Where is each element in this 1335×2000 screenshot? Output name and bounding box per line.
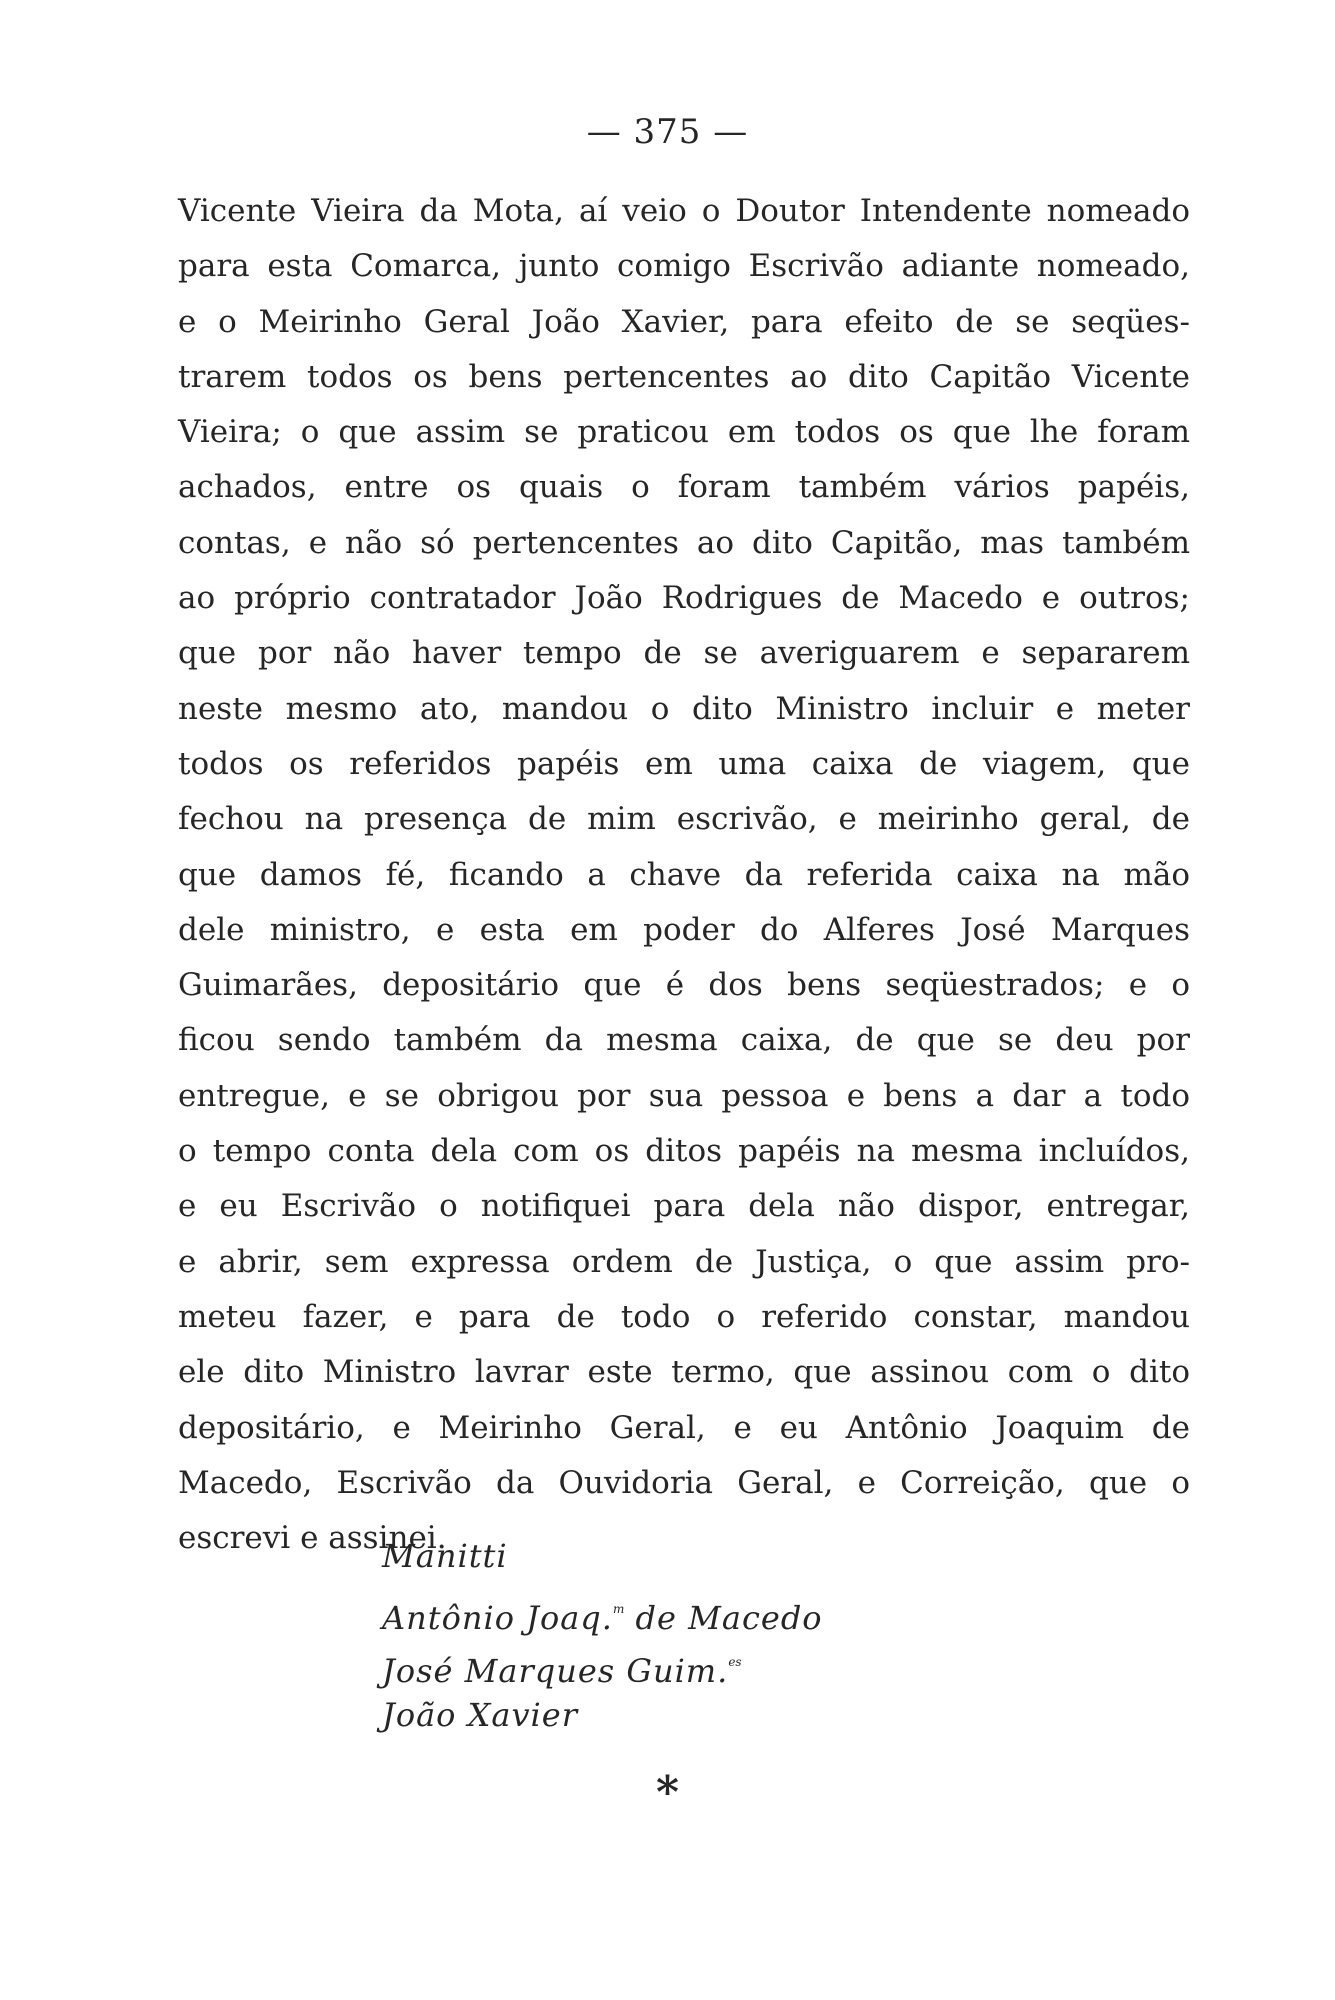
text-line: Macedo, Escrivão da Ouvidoria Geral, e Correição, que o bbox=[178, 1464, 1190, 1501]
signature-antonio-joaquim-main: Antônio Joaq. bbox=[382, 1599, 613, 1637]
text-line: Guimarães, depositário que é dos bens seqüestrados; e o bbox=[178, 967, 1190, 1004]
text-line: depositário, e Meirinho Geral, e eu Antônio Joaquim de bbox=[178, 1409, 1190, 1446]
text-line: ele dito Ministro lavrar este termo, que assinou com o dito bbox=[178, 1354, 1190, 1391]
signature-jose-marques-main: José Marques Guim. bbox=[382, 1652, 729, 1690]
text-line: entregue, e se obrigou por sua pessoa e bens a dar a todo bbox=[178, 1077, 1190, 1114]
signature-jose-marques bbox=[382, 1636, 1082, 1689]
text-line: dele ministro, e esta em poder do Alferes José Marques bbox=[178, 911, 1190, 948]
text-line: e eu Escrivão o notifiquei para dela não dispor, entregar, bbox=[178, 1188, 1190, 1225]
text-line: contas, e não só pertencentes ao dito Capitão, mas também bbox=[178, 524, 1190, 561]
text-line: e o Meirinho Geral João Xavier, para efeito de se seqües- bbox=[178, 303, 1190, 340]
text-line: o tempo conta dela com os ditos papéis na mesma incluídos, bbox=[178, 1133, 1190, 1170]
text-line: todos os referidos papéis em uma caixa de viagem, que bbox=[178, 745, 1190, 782]
body-text bbox=[178, 184, 1190, 1566]
text-line: para esta Comarca, junto comigo Escrivão adiante nomeado, bbox=[178, 248, 1190, 285]
page-number: — 375 — bbox=[586, 112, 749, 152]
text-line: e abrir, sem expressa ordem de Justiça, o que assim pro- bbox=[178, 1243, 1190, 1280]
text-line: Vieira; o que assim se praticou em todos os que lhe foram bbox=[178, 414, 1190, 451]
signature-joao-xavier: João Xavier bbox=[382, 1696, 579, 1734]
text-line: trarem todos os bens pertencentes ao dito Capitão Vicente bbox=[178, 358, 1190, 395]
signature-antonio-joaquim bbox=[382, 1583, 1082, 1636]
text-line: ficou sendo também da mesma caixa, de que se deu por bbox=[178, 1022, 1190, 1059]
text-line: que damos fé, ficando a chave da referida caixa na mão bbox=[178, 856, 1190, 893]
text-line: escrevi e assinei. bbox=[178, 1520, 447, 1557]
text-line: que por não haver tempo de se averiguarem e separarem bbox=[178, 635, 1190, 672]
section-break-asterisk: * bbox=[655, 1767, 679, 1818]
signature-block bbox=[382, 1530, 1082, 1742]
signature-manitti: Manitti bbox=[382, 1537, 508, 1575]
signature-antonio-joaquim-rest: de Macedo bbox=[624, 1599, 823, 1637]
text-line: meteu fazer, e para de todo o referido constar, mandou bbox=[178, 1298, 1190, 1335]
text-line: Vicente Vieira da Mota, aí veio o Doutor Intendente nomeado bbox=[178, 193, 1190, 229]
text-line: fechou na presença de mim escrivão, e meirinho geral, de bbox=[178, 801, 1190, 838]
text-line: achados, entre os quais o foram também vários papéis, bbox=[178, 469, 1190, 506]
signature-jose-marques-superscript: es bbox=[728, 1655, 742, 1669]
signature-antonio-joaquim-superscript: m bbox=[612, 1602, 625, 1616]
text-line: neste mesmo ato, mandou o dito Ministro incluir e meter bbox=[178, 690, 1190, 727]
text-line: ao próprio contratador João Rodrigues de Macedo e outros; bbox=[178, 580, 1190, 617]
